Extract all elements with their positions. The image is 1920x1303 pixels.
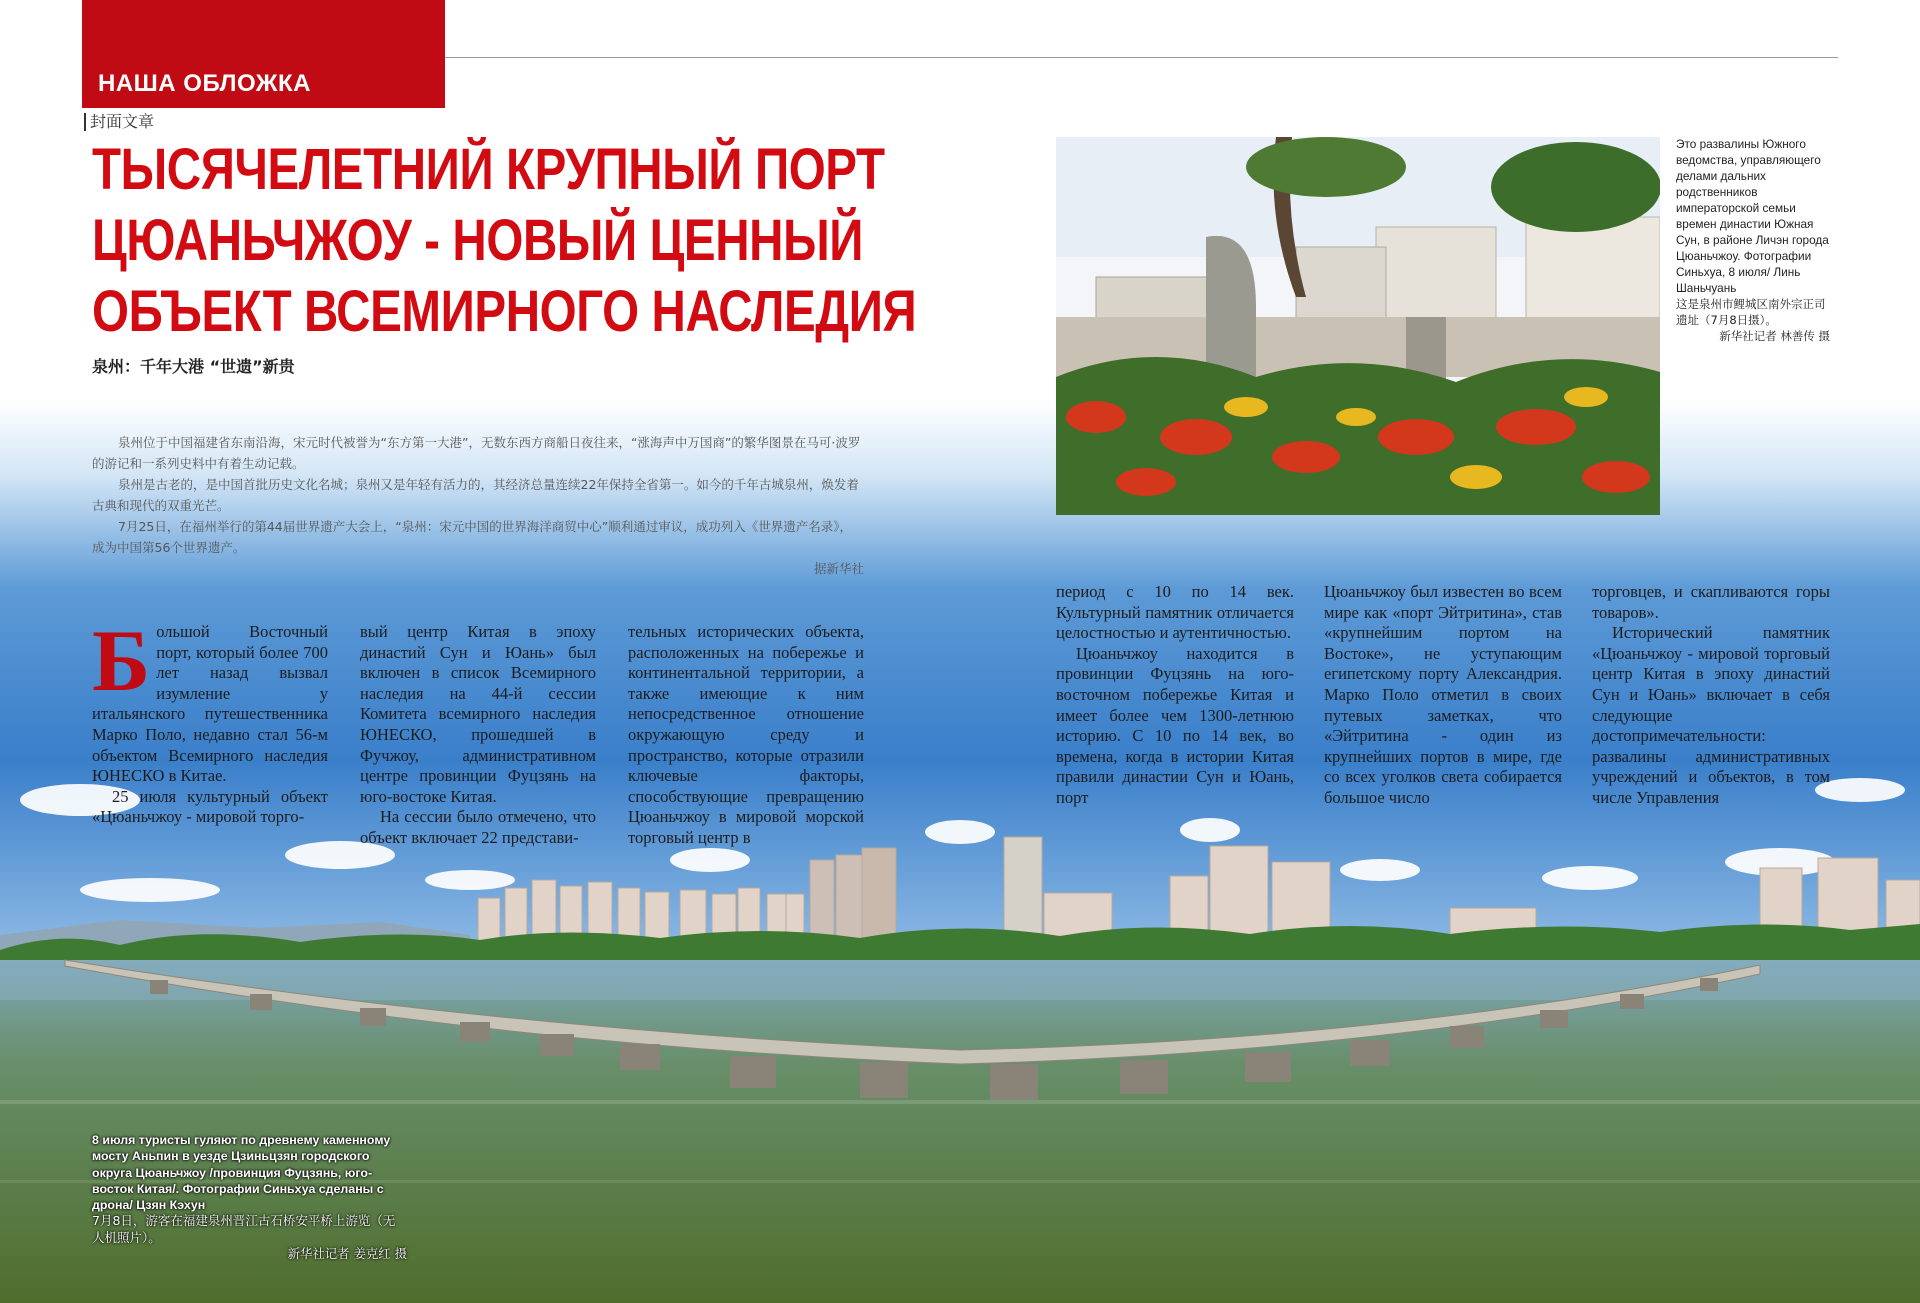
photo-top-caption-ru: Это развалины Южного ведомства, управляющего делами дальних родственников императорской семьи времен династии Южная Сун, в районе Личэн города Цюаньчжоу. Фотографии Синьхуа, 8 июля/ Линь Шаньчуань <box>1676 137 1829 295</box>
photo-ruins-south-office <box>1056 137 1660 515</box>
article-col1-paragraph-1: ольшой Восточный порт, который более 700 лет назад вызвал изумление у итальянского путешественника Марко Поло, недавно стал 56-м объектом Всемирного наследия ЮНЕСКО в Китае. <box>92 622 328 786</box>
panorama-caption-zh: 7月8日，游客在福建泉州晋江古石桥安平桥上游览（无人机照片）。 <box>92 1213 396 1245</box>
lead-zh-source: 据新华社 <box>813 561 864 576</box>
photo-top-caption-zh: 这是泉州市鲤城区南外宗正司遗址（7月8日摄）。 <box>1676 297 1826 327</box>
section-label-zh: 封面文章 <box>84 113 154 131</box>
article-col6-paragraph-2: Исторический памятник «Цюаньчжоу - мировой торговый центр Китая в эпоху династий Сун и Юань» включает в себя следующие достопримечательности: развалины административных учреждений и объектов, в том числе Управления <box>1592 623 1830 807</box>
photo-top-caption <box>1676 136 1830 344</box>
lead-zh-paragraph-3: 7月25日，在福州举行的第44届世界遗产大会上，“泉州：宋元中国的世界海洋商贸中心”顺利通过审议，成功列入《世界遗产名录》，成为中国第56个世界遗产。 <box>92 519 852 555</box>
photo-top-caption-credit: 新华社记者 林善传 摄 <box>1719 329 1830 343</box>
article-col4-paragraph-2: Цюаньчжоу находится в провинции Фуцзянь на юго-восточном побережье Китая и имеет более чем 1300-летнюю историю. С 10 по 14 век, во времена, когда в истории Китая правили династии Сун и Юань, порт <box>1056 643 1294 807</box>
article-col2-paragraph-1: вый центр Китая в эпоху династий Сун и Юань» был включен в список Всемирного наследия на 44-й сессии Комитета всемирного наследия ЮНЕСКО, прошедшей в Фучжоу, административном центре провинции Фуцзянь на юго-востоке Китая. <box>360 622 596 806</box>
headline-line-2: ЦЮАНЬЧЖОУ - НОВЫЙ ЦЕННЫЙ <box>92 208 864 273</box>
lead-zh <box>92 432 864 579</box>
article-col6-paragraph-1: торговцев, и скапливаются горы товаров». <box>1592 582 1830 622</box>
article-column-3 <box>628 622 864 849</box>
headline <box>92 134 917 347</box>
article-col5-paragraph-1: Цюаньчжоу был известен во всем мире как «порт Эйтритина», став «крупнейшим портом на Востоке», не уступающим египетскому порту Александрия. Марко Поло отметил в своих путевых заметках, что «Эйтритина - один из крупнейших портов в мире, где со всех уголков света собирается большое число <box>1324 582 1562 807</box>
panorama-caption <box>92 1132 407 1262</box>
article-col4-paragraph-1: период с 10 по 14 век. Культурный памятник отличается целостностью и аутентичностью. <box>1056 582 1294 643</box>
header-rule <box>445 57 1838 58</box>
subtitle-zh: 泉州：千年大港 “世遗”新贵 <box>92 357 295 376</box>
article-column-2 <box>360 622 596 849</box>
article-col2-paragraph-2: На сессии было отмечено, что объект включает 22 представи- <box>360 807 596 847</box>
lead-zh-paragraph-2: 泉州是古老的，是中国首批历史文化名城；泉州又是年轻有活力的，其经济总量连续22年保持全省第一。如今的千年古城泉州，焕发着古典和现代的双重光芒。 <box>92 477 859 513</box>
headline-line-1: ТЫСЯЧЕЛЕТНИЙ КРУПНЫЙ ПОРТ <box>92 137 885 202</box>
lead-zh-paragraph-1: 泉州位于中国福建省东南沿海，宋元时代被誉为“东方第一大港”，无数东西方商船日夜往来，“涨海声中万国商”的繁华图景在马可·波罗的游记和一系列史料中有着生动记载。 <box>92 435 861 471</box>
panorama-caption-ru: 8 июля туристы гуляют по древнему каменному мосту Аньпин в уезде Цзиньцзян городского округа Цюаньчжоу /провинция Фуцзянь, юго-восток Китая/. Фотографии Синьхуа сделаны с дрона/ Цзян Кэхун <box>92 1133 391 1213</box>
panorama-caption-credit: 新华社记者 姜克红 摄 <box>287 1246 407 1262</box>
article-column-6 <box>1592 582 1830 809</box>
headline-line-3: ОБЪЕКТ ВСЕМИРНОГО НАСЛЕДИЯ <box>92 279 917 344</box>
article-column-1 <box>92 613 328 828</box>
article-column-4 <box>1056 582 1294 809</box>
article-col3-paragraph-1: тельных исторических объекта, расположенных на побережье и континентальной территории, а также имеющие к ним непосредственное отношение окружающую среду и пространство, которые отразили ключевые факторы, способствующие превращению Цюаньчжоу в мировой морской торговый центр в <box>628 622 864 847</box>
section-label-tab <box>82 0 445 108</box>
section-label: НАША ОБЛОЖКА <box>98 70 311 97</box>
article-col1-paragraph-2: 25 июля культурный объект «Цюаньчжоу - мировой торго- <box>92 786 328 827</box>
drop-cap: Б <box>92 613 151 710</box>
article-column-5 <box>1324 582 1562 809</box>
